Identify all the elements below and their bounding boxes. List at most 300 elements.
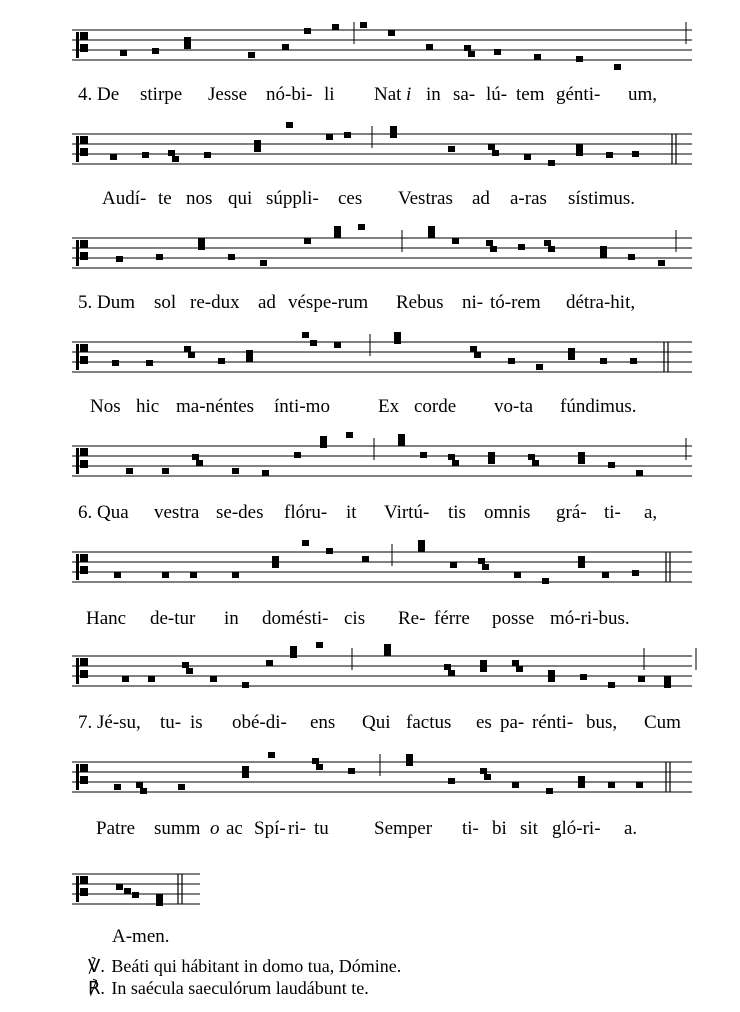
staff-7 xyxy=(72,640,692,696)
neume-note xyxy=(532,460,539,466)
neume-note xyxy=(344,132,351,138)
neume-note xyxy=(664,676,671,682)
neume-note xyxy=(480,768,487,774)
neume-note xyxy=(524,154,531,160)
clef-stem xyxy=(76,764,79,790)
lyric-syllable: omnis xyxy=(484,502,531,523)
staff-4 xyxy=(72,326,692,382)
neume-note xyxy=(544,240,551,246)
neume-note xyxy=(488,144,495,150)
lyric-syllable: sístimus. xyxy=(568,188,636,209)
clef-stem xyxy=(76,344,79,370)
response-symbol: ℟. xyxy=(88,978,105,998)
neume-note xyxy=(186,668,193,674)
neume-note xyxy=(390,132,397,138)
clef-head xyxy=(80,252,88,260)
lyric-syllable: súppli- xyxy=(266,188,319,209)
lyric-syllable: Jesse xyxy=(208,84,248,105)
neume-note xyxy=(484,774,491,780)
neume-note xyxy=(302,332,309,338)
neume-note xyxy=(578,562,585,568)
neume-note xyxy=(262,470,269,476)
neume-note xyxy=(536,364,543,370)
neume-note xyxy=(426,44,433,50)
clef-stem xyxy=(76,240,79,266)
clef-head xyxy=(80,566,88,574)
clef-head xyxy=(80,32,88,40)
neume-note xyxy=(600,246,607,252)
neume-note xyxy=(172,156,179,162)
neume-note xyxy=(246,356,253,362)
clef-head xyxy=(80,448,88,456)
lyric-syllable: hic xyxy=(136,396,160,417)
clef-stem xyxy=(76,554,79,580)
neume-note xyxy=(394,338,401,344)
lyric-syllable: tu xyxy=(314,818,329,839)
lyric-syllable: génti- xyxy=(556,84,601,105)
neume-note xyxy=(448,454,455,460)
lyric-syllable: es xyxy=(476,712,492,733)
lyrics-line-9 xyxy=(78,926,698,952)
neume-note xyxy=(428,226,435,232)
neume-note xyxy=(608,462,615,468)
lyric-syllable: sit xyxy=(520,818,538,839)
neume-note xyxy=(628,254,635,260)
neume-note xyxy=(638,676,645,682)
lyric-syllable: véspe-rum xyxy=(288,292,369,313)
neume-note xyxy=(606,152,613,158)
clef-head xyxy=(80,44,88,52)
neume-note xyxy=(632,151,639,157)
neume-note xyxy=(162,468,169,474)
neume-note xyxy=(468,51,475,57)
staff-1 xyxy=(72,14,692,70)
lyric-syllable: Audí- xyxy=(102,188,147,209)
lyrics-line-7 xyxy=(78,712,698,738)
lyric-syllable: cis xyxy=(344,608,366,629)
lyric-syllable: li xyxy=(324,84,335,105)
neume-note xyxy=(156,900,163,906)
neume-note xyxy=(282,44,289,50)
neume-note xyxy=(508,358,515,364)
neume-note xyxy=(488,458,495,464)
clef-head xyxy=(80,460,88,468)
versicle-line xyxy=(88,956,401,977)
neume-note xyxy=(302,540,309,546)
lyric-syllable: se-des xyxy=(216,502,264,523)
neume-note xyxy=(398,440,405,446)
lyric-syllable: i xyxy=(406,84,412,105)
clef-head xyxy=(80,240,88,248)
lyric-syllable: grá- xyxy=(556,502,587,523)
lyric-syllable: 5. Dum xyxy=(78,292,135,313)
lyric-syllable: Virtú- xyxy=(384,502,430,523)
neume-note xyxy=(548,246,555,252)
neume-note xyxy=(152,48,159,54)
neume-note xyxy=(548,676,555,682)
neume-note xyxy=(602,572,609,578)
lyric-syllable: mó-ri-bus. xyxy=(550,608,630,629)
neume-note xyxy=(576,56,583,62)
lyric-syllable: corde xyxy=(414,396,457,417)
neume-note xyxy=(452,238,459,244)
neume-note xyxy=(534,54,541,60)
neume-note xyxy=(452,460,459,466)
neume-note xyxy=(418,546,425,552)
neume-note xyxy=(512,782,519,788)
neume-note xyxy=(312,758,319,764)
neume-note xyxy=(184,37,191,43)
lyric-syllable: Nat xyxy=(374,84,402,105)
lyric-syllable: posse xyxy=(492,608,535,629)
neume-note xyxy=(578,776,585,782)
neume-note xyxy=(448,670,455,676)
lyric-syllable: Patre xyxy=(96,818,136,839)
neume-note xyxy=(332,24,339,30)
lyric-syllable: flóru- xyxy=(284,502,328,523)
lyric-syllable: in xyxy=(224,608,239,629)
neume-note xyxy=(486,240,493,246)
lyric-syllable: Qui xyxy=(362,712,391,733)
lyric-syllable: in xyxy=(426,84,441,105)
neume-note xyxy=(242,682,249,688)
neume-note xyxy=(110,154,117,160)
neume-note xyxy=(542,578,549,584)
lyric-syllable: détra-hit, xyxy=(566,292,636,313)
neume-note xyxy=(272,562,279,568)
neume-note xyxy=(168,150,175,156)
lyric-syllable: tis xyxy=(448,502,466,523)
lyric-syllable: Hanc xyxy=(86,608,127,629)
lyric-syllable: ti- xyxy=(604,502,621,523)
neume-note xyxy=(320,436,327,442)
neume-note xyxy=(210,676,217,682)
neume-note xyxy=(474,352,481,358)
neume-note xyxy=(548,160,555,166)
neume-note xyxy=(114,572,121,578)
neume-note xyxy=(608,782,615,788)
lyric-syllable: vo-ta xyxy=(494,396,534,417)
neume-note xyxy=(156,894,163,900)
neume-note xyxy=(334,232,341,238)
lyric-syllable: a, xyxy=(644,502,658,523)
neume-note xyxy=(198,238,205,244)
neume-note xyxy=(576,150,583,156)
neume-note xyxy=(136,782,143,788)
lyric-syllable: nos xyxy=(186,188,213,209)
lyric-syllable: Rebus xyxy=(396,292,444,313)
response-text: In saécula saeculórum laudábunt te. xyxy=(111,978,369,998)
lyric-syllable: re-dux xyxy=(190,292,240,313)
clef-head xyxy=(80,764,88,772)
neume-note xyxy=(658,260,665,266)
neume-note xyxy=(664,682,671,688)
clef-head xyxy=(80,888,88,896)
neume-note xyxy=(142,152,149,158)
neume-note xyxy=(578,458,585,464)
neume-note xyxy=(406,760,413,766)
neume-note xyxy=(156,254,163,260)
neume-note xyxy=(578,452,585,458)
lyric-syllable: gló-ri- xyxy=(552,818,601,839)
neume-note xyxy=(390,126,397,132)
lyric-syllable: ri- xyxy=(288,818,306,839)
neume-note xyxy=(232,468,239,474)
neume-note xyxy=(148,676,155,682)
clef-stem xyxy=(76,32,79,58)
neume-note xyxy=(266,660,273,666)
neume-note xyxy=(482,564,489,570)
neume-note xyxy=(304,238,311,244)
neume-note xyxy=(184,346,191,352)
lyric-syllable: tó-rem xyxy=(490,292,541,313)
neume-note xyxy=(494,49,501,55)
lyric-syllable: obé-di- xyxy=(232,712,287,733)
staff-8 xyxy=(72,746,692,802)
neume-note xyxy=(358,224,365,230)
neume-note xyxy=(394,332,401,338)
neume-note xyxy=(614,64,621,70)
neume-note xyxy=(196,460,203,466)
neume-note xyxy=(294,452,301,458)
neume-note xyxy=(480,660,487,666)
neume-note xyxy=(448,146,455,152)
neume-note xyxy=(190,572,197,578)
neume-note xyxy=(362,556,369,562)
neume-note xyxy=(114,784,121,790)
neume-note xyxy=(124,888,131,894)
lyric-syllable: pa- xyxy=(500,712,525,733)
lyric-syllable: ínti-mo xyxy=(274,396,330,417)
neume-note xyxy=(346,432,353,438)
versicle-symbol: ℣. xyxy=(88,956,105,976)
lyric-syllable: stirpe xyxy=(140,84,183,105)
neume-note xyxy=(112,360,119,366)
clef-head xyxy=(80,670,88,678)
neume-note xyxy=(568,354,575,360)
neume-note xyxy=(184,43,191,49)
neume-note xyxy=(630,358,637,364)
neume-note xyxy=(480,666,487,672)
neume-note xyxy=(334,342,341,348)
lyrics-line-2 xyxy=(78,188,698,214)
lyrics-line-5 xyxy=(78,502,698,528)
lyric-syllable: ens xyxy=(310,712,336,733)
neume-note xyxy=(242,772,249,778)
lyric-syllable: sol xyxy=(154,292,177,313)
lyric-syllable: qui xyxy=(228,188,253,209)
neume-note xyxy=(600,252,607,258)
lyric-syllable: férre xyxy=(434,608,470,629)
neume-note xyxy=(232,572,239,578)
neume-note xyxy=(528,454,535,460)
lyric-syllable: Spí- xyxy=(254,818,286,839)
lyric-syllable: rénti- xyxy=(532,712,574,733)
neume-note xyxy=(162,572,169,578)
lyric-syllable: te xyxy=(158,188,172,209)
neume-note xyxy=(286,122,293,128)
neume-note xyxy=(116,256,123,262)
neume-note xyxy=(488,452,495,458)
neume-note xyxy=(268,752,275,758)
neume-note xyxy=(450,562,457,568)
neume-note xyxy=(384,644,391,650)
neume-note xyxy=(568,348,575,354)
lyric-syllable: o xyxy=(210,818,220,839)
neume-note xyxy=(316,642,323,648)
neume-note xyxy=(470,346,477,352)
clef-stem xyxy=(76,876,79,902)
neume-note xyxy=(218,358,225,364)
lyric-syllable: Vestras xyxy=(398,188,453,209)
neume-note xyxy=(320,442,327,448)
lyric-syllable: ad xyxy=(258,292,276,313)
lyric-syllable: tem xyxy=(516,84,545,105)
staff-9 xyxy=(72,858,692,914)
lyric-syllable: sa- xyxy=(453,84,476,105)
neume-note xyxy=(464,45,471,51)
neume-note xyxy=(310,340,317,346)
neume-note xyxy=(326,134,333,140)
neume-note xyxy=(546,788,553,794)
lyric-syllable: 7. Jé-su, xyxy=(78,712,141,733)
lyric-syllable: ni- xyxy=(462,292,484,313)
neume-note xyxy=(122,676,129,682)
neume-note xyxy=(140,788,147,794)
neume-note xyxy=(608,682,615,688)
lyric-syllable: tu- xyxy=(160,712,182,733)
clef-head xyxy=(80,658,88,666)
lyrics-line-8 xyxy=(78,818,698,844)
clef-stem xyxy=(76,136,79,162)
staff-3 xyxy=(72,222,692,278)
neume-note xyxy=(348,768,355,774)
lyrics-line-3 xyxy=(78,292,698,318)
neume-note xyxy=(384,650,391,656)
lyric-syllable: it xyxy=(346,502,357,523)
neume-note xyxy=(514,572,521,578)
versicle-text: Beáti qui hábitant in domo tua, Dómine. xyxy=(111,956,402,976)
neume-note xyxy=(492,150,499,156)
clef-head xyxy=(80,136,88,144)
lyric-syllable: Ex xyxy=(378,396,400,417)
lyrics-line-4 xyxy=(78,396,698,422)
neume-note xyxy=(290,652,297,658)
lyric-syllable: lú- xyxy=(486,84,508,105)
neume-note xyxy=(254,146,261,152)
neume-note xyxy=(334,226,341,232)
neume-note xyxy=(600,358,607,364)
lyric-syllable: a-ras xyxy=(510,188,547,209)
staff-5 xyxy=(72,430,692,486)
lyric-syllable: 4. De xyxy=(78,84,120,105)
neume-note xyxy=(290,646,297,652)
lyric-syllable: is xyxy=(190,712,203,733)
neume-note xyxy=(428,232,435,238)
lyric-syllable: Nos xyxy=(90,396,121,417)
lyrics-line-6 xyxy=(78,608,698,634)
lyrics-line-1 xyxy=(78,84,698,110)
clef-head xyxy=(80,344,88,352)
clef-head xyxy=(80,356,88,364)
lyric-syllable: Re- xyxy=(398,608,426,629)
neume-note xyxy=(444,664,451,670)
clef-head xyxy=(80,876,88,884)
neume-note xyxy=(182,662,189,668)
neume-note xyxy=(248,52,255,58)
lyric-syllable: Semper xyxy=(374,818,433,839)
neume-note xyxy=(632,570,639,576)
lyric-syllable: 6. Qua xyxy=(78,502,129,523)
neume-note xyxy=(146,360,153,366)
neume-note xyxy=(636,782,643,788)
clef-head xyxy=(80,148,88,156)
neume-note xyxy=(580,674,587,680)
neume-note xyxy=(316,764,323,770)
lyric-syllable: de-tur xyxy=(150,608,196,629)
neume-note xyxy=(178,784,185,790)
neume-note xyxy=(242,766,249,772)
lyric-syllable: Cum xyxy=(644,712,681,733)
lyric-syllable: a. xyxy=(624,818,638,839)
lyric-syllable: ad xyxy=(472,188,490,209)
lyric-syllable: ma-néntes xyxy=(176,396,255,417)
neume-note xyxy=(188,352,195,358)
neume-note xyxy=(120,50,127,56)
staff-2 xyxy=(72,118,692,174)
staff-6 xyxy=(72,536,692,592)
lyric-syllable: bi xyxy=(492,818,507,839)
neume-note xyxy=(388,30,395,36)
neume-note xyxy=(360,22,367,28)
neume-note xyxy=(548,670,555,676)
neume-note xyxy=(192,454,199,460)
lyric-syllable: vestra xyxy=(154,502,200,523)
neume-note xyxy=(246,350,253,356)
lyric-syllable: nó-bi- xyxy=(266,84,313,105)
neume-note xyxy=(126,468,133,474)
clef-head xyxy=(80,776,88,784)
lyric-syllable: um, xyxy=(628,84,658,105)
neume-note xyxy=(132,892,139,898)
lyric-syllable: domésti- xyxy=(262,608,329,629)
lyric-syllable: A-men. xyxy=(112,926,170,947)
lyric-syllable: ces xyxy=(338,188,363,209)
neume-note xyxy=(228,254,235,260)
lyric-syllable: ti- xyxy=(462,818,479,839)
neume-note xyxy=(304,28,311,34)
lyric-syllable: summ xyxy=(154,818,201,839)
clef-head xyxy=(80,554,88,562)
clef-stem xyxy=(76,448,79,474)
neume-note xyxy=(204,152,211,158)
neume-note xyxy=(116,884,123,890)
lyric-syllable: factus xyxy=(406,712,452,733)
lyric-syllable: fúndimus. xyxy=(560,396,637,417)
neume-note xyxy=(398,434,405,440)
neume-note xyxy=(516,666,523,672)
clef-stem xyxy=(76,658,79,684)
neume-note xyxy=(260,260,267,266)
neume-note xyxy=(448,778,455,784)
neume-note xyxy=(326,548,333,554)
neume-note xyxy=(420,452,427,458)
neume-note xyxy=(518,244,525,250)
neume-note xyxy=(418,540,425,546)
neume-note xyxy=(254,140,261,146)
neume-note xyxy=(198,244,205,250)
neume-note xyxy=(636,470,643,476)
